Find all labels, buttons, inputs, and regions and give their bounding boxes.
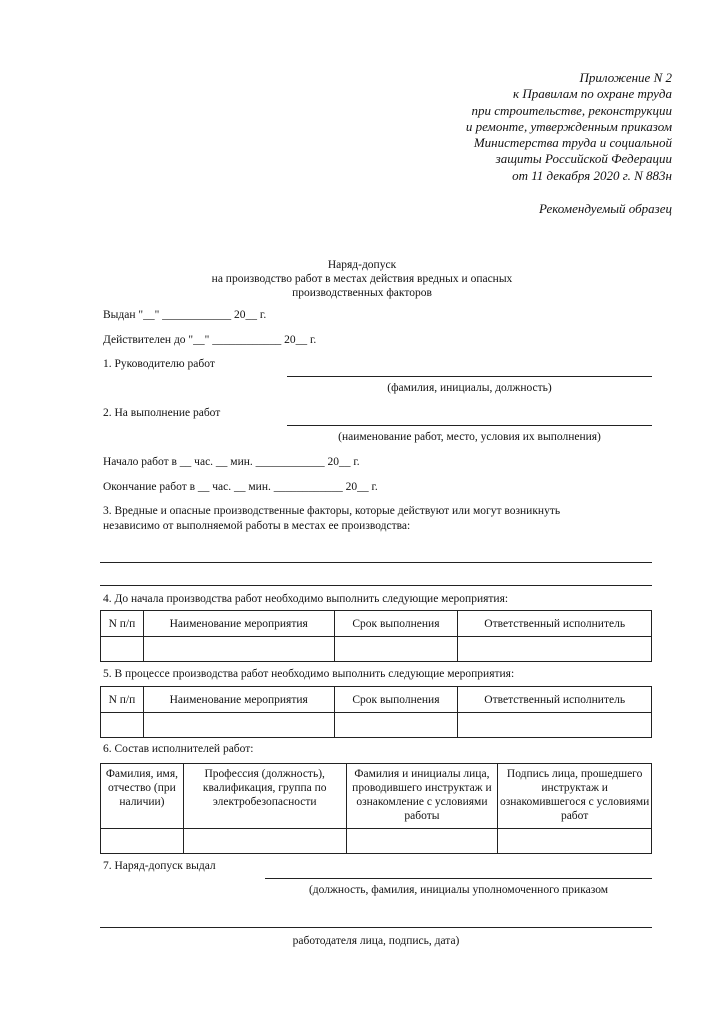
table-header-row: [101, 764, 652, 829]
appendix-line: к Правилам по охране труда: [513, 86, 672, 102]
table-cell: [101, 829, 184, 854]
table-cell: [334, 713, 458, 738]
work-start-field: Начало работ в __ час. __ мин. ____________ 20__ г.: [103, 456, 360, 468]
column-header: N п/п: [101, 611, 144, 637]
issuer-fill-line: [100, 927, 652, 928]
column-header: Ответственный исполнитель: [458, 687, 652, 713]
table-header-row: [101, 687, 652, 713]
column-header: Наименование мероприятия: [143, 611, 334, 637]
column-header: Профессия (должность), квалификация, группа по электробезопасности: [183, 764, 346, 829]
table-cell: [101, 637, 144, 662]
appendix-line: Приложение N 2: [579, 70, 672, 85]
table-row: [101, 713, 652, 738]
document-title: [0, 258, 724, 300]
table-cell: [346, 829, 498, 854]
column-header: Подпись лица, прошедшего инструктаж и ознакомившегося с условиями работ: [498, 764, 652, 829]
appendix-reference: [466, 70, 672, 184]
appendix-line: защиты Российской Федерации: [495, 151, 672, 167]
table-cell: [334, 637, 458, 662]
column-header: Фамилия, имя, отчество (при наличии): [101, 764, 184, 829]
appendix-line: и ремонте, утвержденным приказом: [465, 118, 672, 134]
column-header: Ответственный исполнитель: [458, 611, 652, 637]
manager-label: 1. Руководителю работ: [103, 358, 215, 370]
section6-table: [100, 763, 652, 854]
work-fill-line: [287, 425, 652, 426]
manager-caption: (фамилия, инициалы, должность): [387, 382, 552, 394]
table-cell: [458, 637, 652, 662]
section4-title: 4. До начала производства работ необходимо выполнить следующие мероприятия:: [103, 593, 509, 605]
hazards-label-line-2: независимо от выполняемой работы в местах ее производства:: [103, 520, 411, 532]
column-header: N п/п: [101, 687, 144, 713]
section7-title: 7. Наряд-допуск выдал: [103, 860, 216, 872]
table-cell: [101, 713, 144, 738]
sample-label: Рекомендуемый образец: [538, 201, 672, 216]
section5-title: 5. В процессе производства работ необходимо выполнить следующие мероприятия:: [103, 668, 515, 680]
section6-title: 6. Состав исполнителей работ:: [103, 743, 254, 755]
table-cell: [498, 829, 652, 854]
column-header: Срок выполнения: [334, 611, 458, 637]
hazards-label-line-1: 3. Вредные и опасные производственные факторы, которые действуют или могут возникнуть: [103, 505, 561, 517]
title-line-2: на производство работ в местах действия вредных и опасных: [211, 273, 513, 285]
valid-until-field: Действителен до "__" ____________ 20__ г.: [103, 334, 317, 346]
section5-table: [100, 686, 652, 738]
work-caption: (наименование работ, место, условия их выполнения): [338, 431, 601, 443]
table-header-row: [101, 611, 652, 637]
table-row: [101, 637, 652, 662]
table-cell: [183, 829, 346, 854]
table-cell: [458, 713, 652, 738]
issuer-caption-2: работодателя лица, подпись, дата): [292, 935, 460, 947]
issuer-fill-line: [265, 878, 652, 879]
table-row: [101, 829, 652, 854]
issuer-caption-1: (должность, фамилия, инициалы уполномоченного приказом: [308, 884, 609, 896]
column-header: Наименование мероприятия: [143, 687, 334, 713]
issued-date-field: Выдан "__" ____________ 20__ г.: [103, 309, 267, 321]
table-cell: [143, 637, 334, 662]
hazards-fill-line: [100, 562, 652, 563]
manager-fill-line: [287, 376, 652, 377]
section4-table: [100, 610, 652, 662]
table-cell: [143, 713, 334, 738]
column-header: Срок выполнения: [334, 687, 458, 713]
work-label: 2. На выполнение работ: [103, 407, 221, 419]
appendix-line: Министерства труда и социальной: [473, 135, 672, 151]
work-end-field: Окончание работ в __ час. __ мин. ____________ 20__ г.: [103, 481, 378, 493]
appendix-line: от 11 декабря 2020 г. N 883н: [512, 167, 672, 183]
title-line-1: Наряд-допуск: [327, 259, 397, 271]
appendix-line: при строительстве, реконструкции: [471, 102, 672, 118]
title-line-3: производственных факторов: [292, 287, 432, 299]
column-header: Фамилия и инициалы лица, проводившего инструктаж и ознакомление с условиями работы: [346, 764, 498, 829]
hazards-fill-line: [100, 585, 652, 586]
